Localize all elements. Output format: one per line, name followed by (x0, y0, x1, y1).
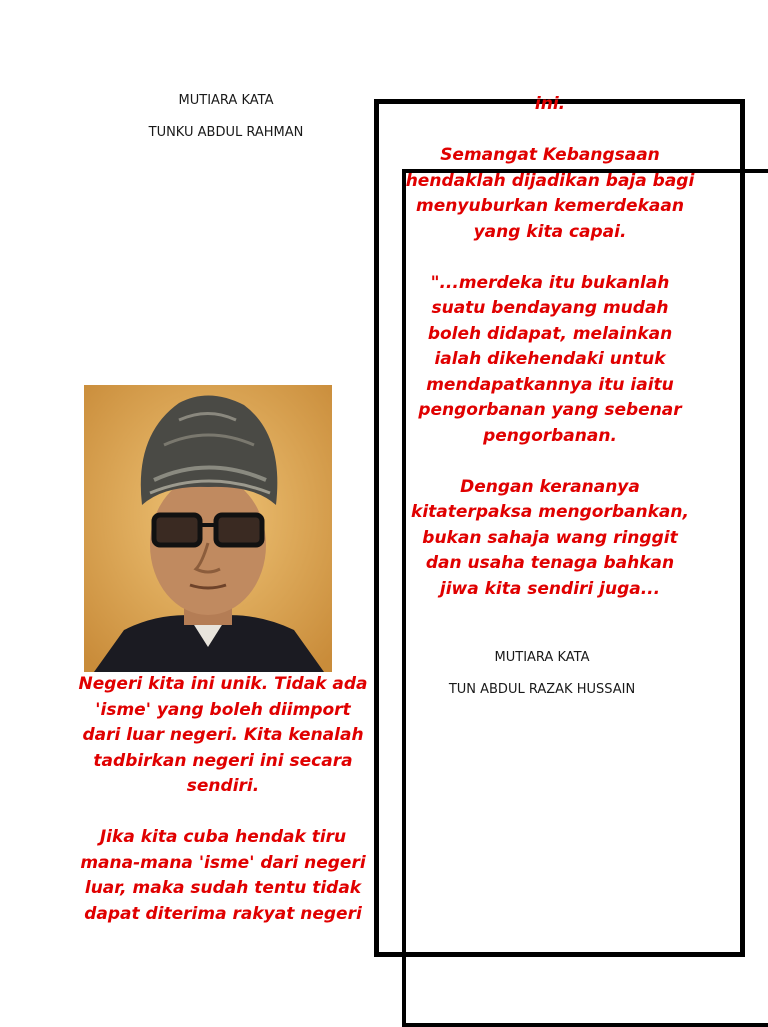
right-author: TUN ABDUL RAZAK HUSSAIN (448, 682, 636, 697)
left-quote-paragraph-2: Jika kita cuba hendak tiru mana-mana 'isme' dari negeri luar, maka sudah tentu tidak dapat diterima rakyat negeri (80, 827, 366, 924)
left-author: TUNKU ABDUL RAHMAN (148, 125, 304, 140)
right-heading: MUTIARA KATA (494, 650, 590, 665)
portrait-image (84, 385, 332, 672)
left-heading: MUTIARA KATA (178, 93, 274, 108)
right-quote-paragraph-1: Semangat Kebangsaan hendaklah dijadikan baja bagi menyuburkan kemerdekaan yang kita capai. (405, 145, 695, 242)
right-quote-paragraph-3: Dengan kerananya kitaterpaksa mengorbankan, bukan sahaja wang ringgit dan usaha tenaga bahkan jiwa kita sendiri juga... (411, 476, 689, 599)
right-quote (392, 92, 708, 602)
right-quote-paragraph-2: "...merdeka itu bukanlah suatu bendayang mudah boleh didapat, melainkan ialah dikehendaki untuk mendapatkannya itu iaitu pengorbanan yang sebenar pengorbanan. (418, 272, 682, 446)
right-quote-fragment: ini. (534, 94, 566, 114)
left-quote (78, 672, 368, 927)
left-quote-paragraph-1: Negeri kita ini unik. Tidak ada 'isme' yang boleh diimport dari luar negeri. Kita kenalah tadbirkan negeri ini secara sendiri. (78, 674, 368, 796)
